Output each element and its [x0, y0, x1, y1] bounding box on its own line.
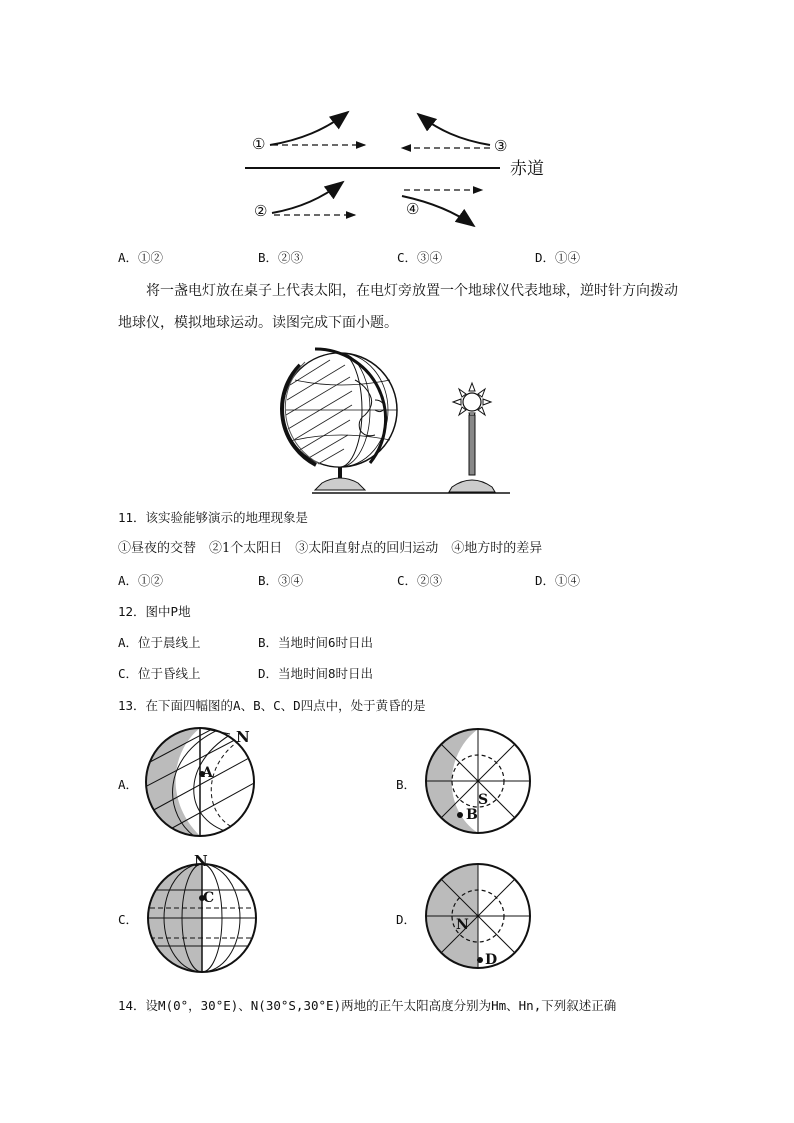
lamp	[449, 383, 495, 492]
label-1: ①	[252, 135, 266, 153]
fig-a-point-label: A	[202, 765, 213, 781]
label-3: ③	[494, 137, 508, 155]
fig-c-globe	[142, 862, 262, 982]
arrow-2-curve	[272, 182, 343, 213]
fig-d-point-label: D	[485, 952, 498, 968]
arrow-3-curve	[418, 114, 490, 145]
intro-line-1: 将一盏电灯放在桌子上代表太阳，在电灯旁放置一个地球仪代表地球，逆时针方向拨动	[146, 283, 678, 299]
fig-b-point-label: B	[466, 807, 478, 823]
fig-d-globe	[418, 860, 538, 980]
q12-option-b[interactable]: B．当地时间6时日出	[258, 635, 374, 650]
q11-option-d[interactable]: D．①④	[535, 573, 581, 588]
q11-option-a[interactable]: A．①②	[118, 573, 164, 588]
q10-option-a[interactable]: A．①②	[118, 250, 164, 265]
q13-stem: 13．在下面四幅图的A、B、C、D四点中，处于黄昏的是	[118, 698, 426, 713]
wind-deflection-diagram	[0, 0, 794, 240]
label-4: ④	[406, 200, 420, 218]
q11-option-c[interactable]: C．②③	[397, 573, 443, 588]
q11-stem: 11．该实验能够演示的地理现象是	[118, 510, 309, 525]
fig-d-pole-label: N	[456, 917, 469, 933]
fig-a-pole-label: N	[236, 728, 250, 746]
fig-b-pole-label: S	[478, 792, 489, 808]
q12-option-d[interactable]: D．当地时间8时日出	[258, 666, 374, 681]
fig-b-globe	[418, 725, 538, 845]
q13-option-d-label[interactable]: D．	[396, 912, 417, 927]
q13-option-b-label[interactable]: B．	[396, 777, 417, 792]
arrow-1-curve	[270, 112, 348, 145]
q12-option-a[interactable]: A．位于晨线上	[118, 635, 201, 650]
fig-c-pole-label: N	[194, 852, 208, 870]
globe-lamp-figure	[0, 345, 794, 505]
fig-c-point-label: C	[203, 890, 215, 906]
equator-label: 赤道	[510, 159, 544, 179]
q12-stem: 12．图中P地	[118, 604, 191, 619]
q12-option-c[interactable]: C．位于昏线上	[118, 666, 201, 681]
label-2: ②	[254, 202, 268, 220]
q11-option-b[interactable]: B．③④	[258, 573, 304, 588]
q11-items: ①昼夜的交替 ②1个太阳日 ③太阳直射点的回归运动 ④地方时的差异	[118, 541, 543, 556]
q10-option-d[interactable]: D．①④	[535, 250, 581, 265]
q13-option-c-label[interactable]: C．	[118, 912, 139, 927]
intro-line-2: 地球仪，模拟地球运动。读图完成下面小题。	[118, 315, 398, 331]
q14-stem: 14．设M(0°，30°E)、N(30°S,30°E)两地的正午太阳高度分别为Hm、Hn,下列叙述正确	[118, 998, 617, 1013]
q13-option-a-label[interactable]: A．	[118, 777, 139, 792]
q10-option-c[interactable]: C．③④	[397, 250, 443, 265]
q10-option-b[interactable]: B．②③	[258, 250, 304, 265]
globe	[282, 349, 397, 490]
